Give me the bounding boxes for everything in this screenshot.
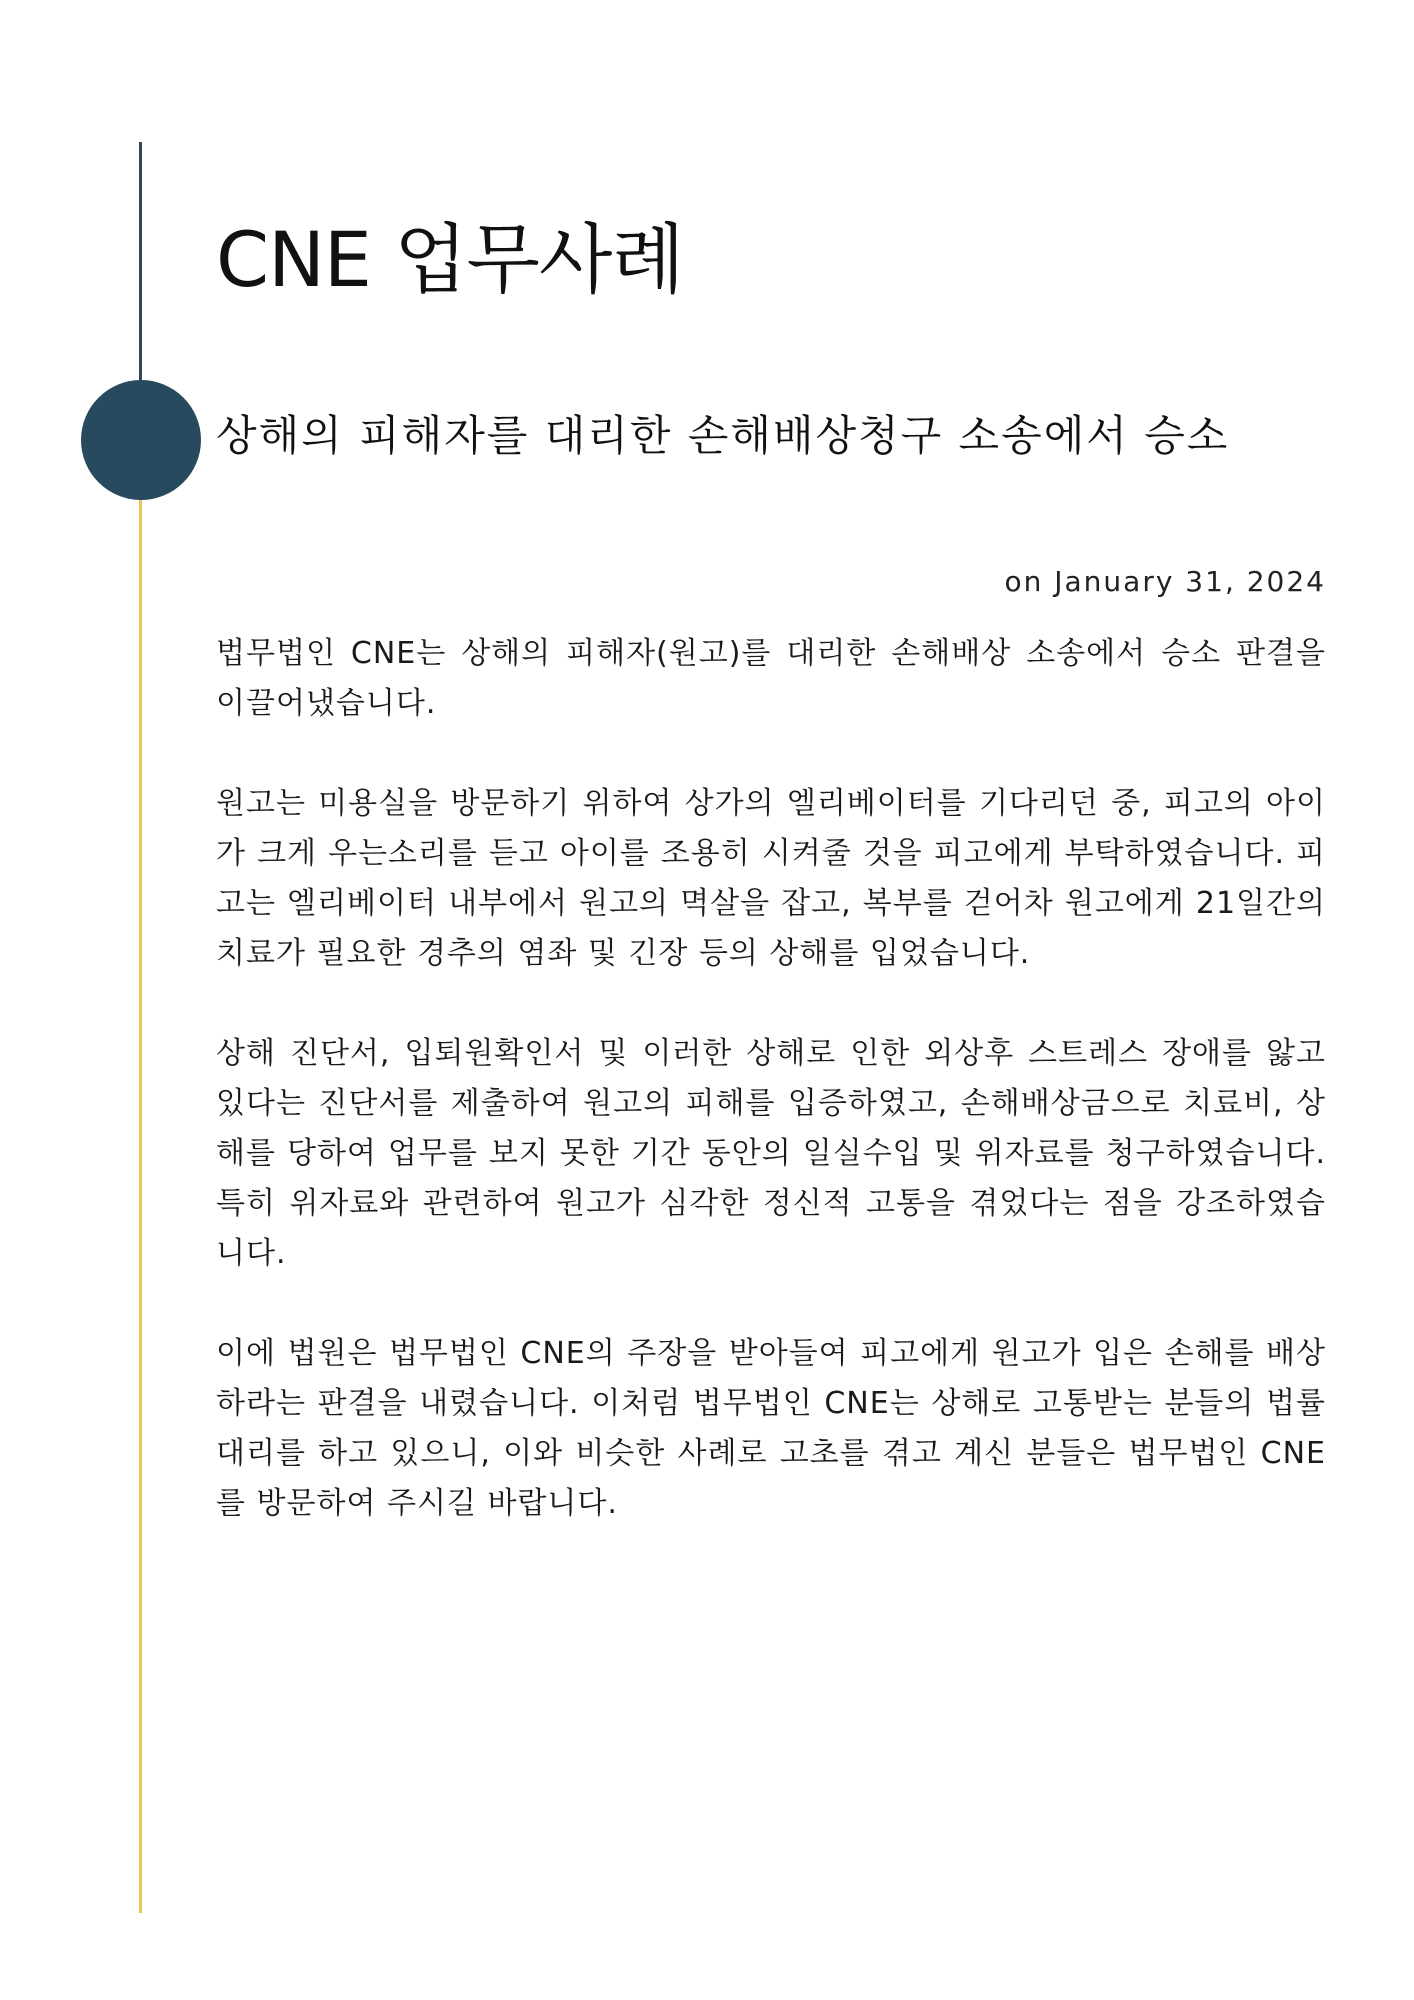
page-title: CNE 업무사례 <box>216 215 684 304</box>
paragraph-conclusion: 이에 법원은 법무법인 CNE의 주장을 받아들여 피고에게 원고가 입은 손해를 배상하라는 판결을 내렸습니다. 이처럼 법무법인 CNE는 상해로 고통받는 분들의 법률대리를 하고 있으니, 이와 비슷한 사례로 고초를 겪고 계신 분들은 법무법인 CNE를 방문하여 주시길 바랍니다. <box>216 1336 1326 1521</box>
timeline-circle-marker <box>81 380 201 500</box>
article-body <box>216 629 1326 1579</box>
paragraph-intro: 법무법인 CNE는 상해의 피해자(원고)를 대리한 손해배상 소송에서 승소 판결을 이끌어냈습니다. <box>216 636 1326 721</box>
paragraph-facts: 원고는 미용실을 방문하기 위하여 상가의 엘리베이터를 기다리던 중, 피고의 아이가 크게 우는소리를 듣고 아이를 조용히 시켜줄 것을 피고에게 부탁하였습니다. 피고는 엘리베이터 내부에서 원고의 멱살을 잡고, 복부를 걷어차 원고에게 21일간의 치료가 필요한 경추의 염좌 및 긴장 등의 상해를 입었습니다. <box>216 786 1326 971</box>
case-subtitle: 상해의 피해자를 대리한 손해배상청구 소송에서 승소 <box>216 411 1230 460</box>
publish-date: on January 31, 2024 <box>1004 565 1326 598</box>
paragraph-evidence: 상해 진단서, 입퇴원확인서 및 이러한 상해로 인한 외상후 스트레스 장애를 앓고 있다는 진단서를 제출하여 원고의 피해를 입증하였고, 손해배상금으로 치료비, 상해를 당하여 업무를 보지 못한 기간 동안의 일실수입 및 위자료를 청구하였습니다. 특히 위자료와 관련하여 원고가 심각한 정신적 고통을 겪었다는 점을 강조하였습니다. <box>216 1036 1326 1271</box>
timeline-line-bottom <box>139 440 142 1913</box>
